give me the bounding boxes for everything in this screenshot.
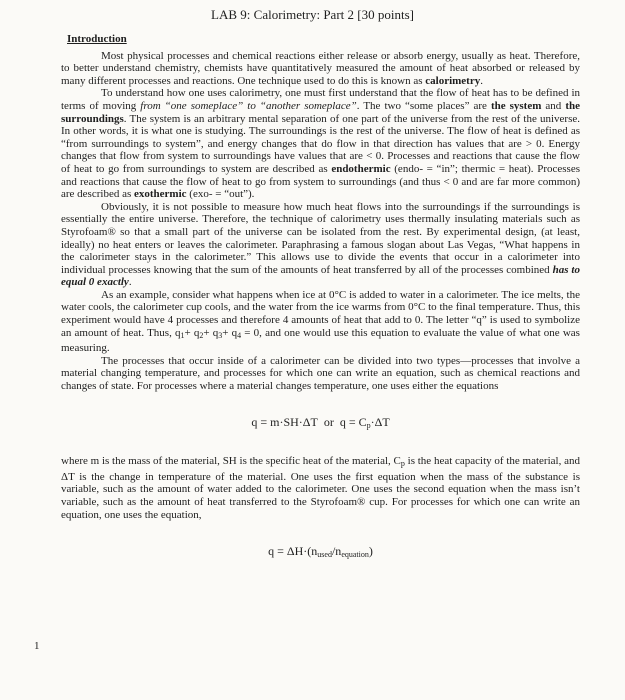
paragraph-1: Most physical processes and chemical reactions either release or absorb energy, usually as heat. Therefore, to better understand chemistry, chemists have quantitatively measured the amount of heat absorbed or released by many different processes and reactions. One technique used to do this is known as calorimetry. bbox=[61, 49, 580, 87]
page-title: LAB 9: Calorimetry: Part 2 [30 points] bbox=[211, 7, 414, 22]
paragraph-5: The processes that occur inside of a calorimeter can be divided into two types—processes that involve a material changing temperature, and processes for which one can write an equation, such as chemical reactions and changes of state. For processes where a material changes temperature, one uses either the equations bbox=[61, 354, 580, 393]
page-number: 1 bbox=[34, 640, 40, 652]
paragraph-4: As an example, consider what happens when ice at 0°C is added to water in a calorimeter. The ice melts, the water cools, the calorimeter cup cools, and the water from the ice warms from 0°C to the final temperature. Thus, this experiment would have 4 processes and therefore 4 amounts of heat that add to 0. The letter “q” is used to symbolize an amount of heat. Thus, $q_1+ q_2+ q_3+ q_4 = 0$, and one would use this equation to evaluate the value of what one was measuring. bbox=[61, 288, 580, 355]
equation-enthalpy: $q = \Delta H\cdot(n_{used}/n_{equation})$ bbox=[268, 544, 373, 560]
equation-heat: q = m·SH·ΔT or $q = C_p\cdot\Delta T$ bbox=[251, 414, 390, 430]
paragraph-2: To understand how one uses calorimetry, one must first understand that the flow of heat has to be defined in terms of moving from “one someplace” to “another someplace”. The two “some places” are the system and the surroundings. The system is an arbitrary mental separation of one part of the universe from the rest of the universe. In other words, it is what one is studying. The surroundings is the rest of the universe. The flow of heat is defined as “from surroundings to system”, and energy changes that do flow in that direction has values that are > 0. Energy changes that flow from system to surroundings have values that are < 0. Processes and reactions that cause the flow of heat to go from surroundings to system are described as endothermic (endo- = “in”; thermic = heat). Processes and reactions that cause the flow of heat to go from system to surroundings (and thus < 0 and are far more common) are described as exothermic (exo- = “out”). bbox=[61, 87, 581, 201]
paragraph-3: Obviously, it is not possible to measure how much heat flows into the surroundings if the surroundings is essentially the entire universe. Therefore, the technique of calorimetry uses thermally insulating materials such as Styrofoam® so that a small part of the universe can be isolated from the rest. By experimental design, (at least, ideally) no heat enters or leaves the calorimeter. Paraphrasing a famous slogan about Las Vegas, “What happens in the calorimeter stays in the calorimeter.” This allows use to divide the events that occur in a calorimeter into individual processes knowing that the sum of the amounts of heat transferred by all of the processes combined has to equal 0 exactly. bbox=[61, 200, 580, 289]
paragraph-6: where m is the mass of the material, SH is the specific heat of the material, $C_p$ is the heat capacity of the material, and ΔT is the change in temperature of the material. One uses the first equation when the mass of the substance is variable, such as the amount of water added to the calorimeter. One uses the second equation when the mass isn’t variable, such as the amount of heat transferred to the Styrofoam® cup. For processes for which one can write an equation, one uses the equation, bbox=[61, 455, 580, 521]
section-heading: Introduction bbox=[67, 33, 127, 45]
document-body bbox=[61, 33, 580, 562]
